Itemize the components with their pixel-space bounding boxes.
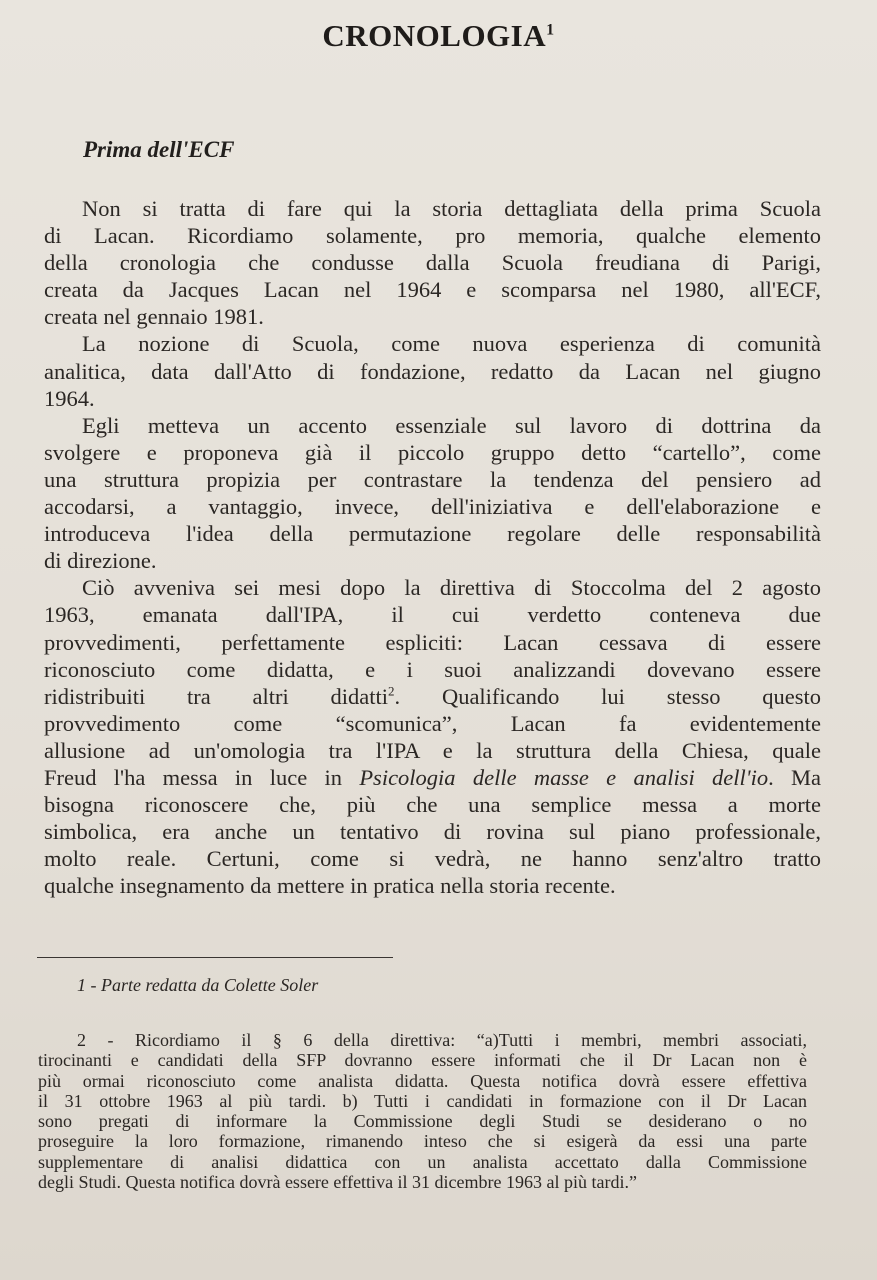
text-line <box>44 547 821 574</box>
italic-title: Psicologia delle masse e analisi dell'io <box>359 764 769 790</box>
text-segment: 2 - Ricordiamo il § 6 della direttiva: “a)Tutti i membri, membri associati, <box>77 1030 807 1050</box>
text-segment: riconosciuto come didatta, e i suoi analizzandi dovevano essere <box>44 656 821 682</box>
text-segment: analitica, data dall'Atto di fondazione, redatto da Lacan nel giugno <box>44 358 821 384</box>
text-segment: Ciò avveniva sei mesi dopo la direttiva di Stoccolma del 2 agosto <box>82 575 821 601</box>
text-line <box>44 818 821 845</box>
text-line <box>44 439 821 466</box>
text-segment: della cronologia che condusse dalla Scuola freudiana di Parigi, <box>44 250 821 276</box>
text-segment: di direzione. <box>44 548 157 574</box>
text-line <box>44 601 821 628</box>
text-segment: La nozione di Scuola, come nuova esperienza di comunità <box>82 331 821 357</box>
text-segment: provvedimento come “scomunica”, Lacan fa evidentemente <box>44 710 821 736</box>
text-line <box>44 276 821 303</box>
text-segment: Non si tratta di fare qui la storia dettagliata della prima Scuola <box>82 196 821 221</box>
text-segment: . Ma <box>768 764 822 790</box>
text-line <box>38 1091 807 1111</box>
text-segment: ridistribuiti tra altri didatti <box>44 683 389 709</box>
text-line <box>44 710 821 737</box>
text-line <box>44 493 821 520</box>
text-segment: bisogna riconoscere che, più che una semplice messa a morte <box>44 792 821 818</box>
text-line <box>38 1111 807 1131</box>
text-segment: introduceva l'idea della permutazione regolare delle responsabilità <box>44 521 821 547</box>
text-line <box>44 764 821 791</box>
text-line <box>38 1172 807 1192</box>
text-segment: sono pregati di informare la Commissione degli Studi se desiderano o no <box>38 1111 807 1132</box>
footnote-2 <box>38 1030 807 1192</box>
footnote-divider <box>37 957 393 958</box>
text-segment: tirocinanti e candidati della SFP dovranno essere informati che il Dr Lacan non è <box>38 1050 807 1071</box>
text-line <box>44 683 821 710</box>
body-text <box>44 195 821 899</box>
text-segment: proseguire la loro formazione, rimanendo inteso che si esigerà da essi una parte <box>38 1131 807 1152</box>
text-segment: il 31 ottobre 1963 al più tardi. b) Tutti i candidati in formazione con il Dr Lacan <box>38 1090 807 1111</box>
text-line <box>44 412 821 439</box>
text-line <box>38 1131 807 1151</box>
chapter-title <box>0 18 877 54</box>
text-line <box>38 1050 807 1070</box>
text-line <box>44 303 821 330</box>
text-line <box>44 385 821 412</box>
text-segment: Egli metteva un accento essenziale sul lavoro di dottrina da <box>82 412 821 438</box>
text-line <box>44 872 821 899</box>
text-segment: simbolica, era anche un tentativo di rovina sul piano professionale, <box>44 819 821 845</box>
text-line <box>44 222 821 249</box>
text-segment: creata da Jacques Lacan nel 1964 e scomparsa nel 1980, all'ECF, <box>44 277 821 303</box>
footnote-1: 1 - Parte redatta da Colette Soler <box>77 975 319 995</box>
text-line <box>44 656 821 683</box>
text-line <box>44 358 821 385</box>
text-line <box>44 629 821 656</box>
text-segment: accodarsi, a vantaggio, invece, dell'iniziativa e dell'elaborazione e <box>44 494 821 520</box>
text-line <box>38 1152 807 1172</box>
chapter-title-text: CRONOLOGIA <box>322 18 547 53</box>
text-segment: 1963, emanata dall'IPA, il cui verdetto conteneva due <box>44 602 821 628</box>
text-segment: Freud l'ha messa in luce in <box>44 764 360 790</box>
text-segment: svolgere e proponeva già il piccolo gruppo detto “cartello”, come <box>44 439 821 465</box>
text-line <box>38 1071 807 1091</box>
text-segment: di Lacan. Ricordiamo solamente, pro memoria, qualche elemento <box>44 223 821 249</box>
text-line <box>44 249 821 276</box>
text-line <box>44 845 821 872</box>
text-segment: 1964. <box>44 385 95 411</box>
text-segment: più ormai riconosciuto come analista didatta. Questa notifica dovrà essere effettiva <box>38 1070 807 1091</box>
text-segment: . Qualificando lui stesso questo <box>394 683 821 709</box>
text-line <box>44 195 821 222</box>
text-segment: degli Studi. Questa notifica dovrà essere effettiva il 31 dicembre 1963 al più tardi.” <box>38 1172 637 1193</box>
text-line <box>44 574 821 601</box>
text-segment: allusione ad un'omologia tra l'IPA e la struttura della Chiesa, quale <box>44 737 821 763</box>
text-line <box>44 330 821 357</box>
text-segment: qualche insegnamento da mettere in pratica nella storia recente. <box>44 873 616 899</box>
footnote-ref: 1 <box>546 21 555 39</box>
section-heading: Prima dell'ECF <box>83 137 235 162</box>
text-segment: una struttura propizia per contrastare la tendenza del pensiero ad <box>44 466 821 492</box>
text-segment: provvedimenti, perfettamente espliciti: Lacan cessava di essere <box>44 629 821 655</box>
footnote-ref: 2 <box>388 683 395 699</box>
text-line <box>38 1030 807 1050</box>
text-line <box>44 466 821 493</box>
text-segment: supplementare di analisi didattica con un analista accettato dalla Commissione <box>38 1151 807 1172</box>
text-line <box>44 791 821 818</box>
text-line <box>44 737 821 764</box>
text-segment: molto reale. Certuni, come si vedrà, ne hanno senz'altro tratto <box>44 846 821 872</box>
text-segment: creata nel gennaio 1981. <box>44 304 264 330</box>
text-line <box>44 520 821 547</box>
